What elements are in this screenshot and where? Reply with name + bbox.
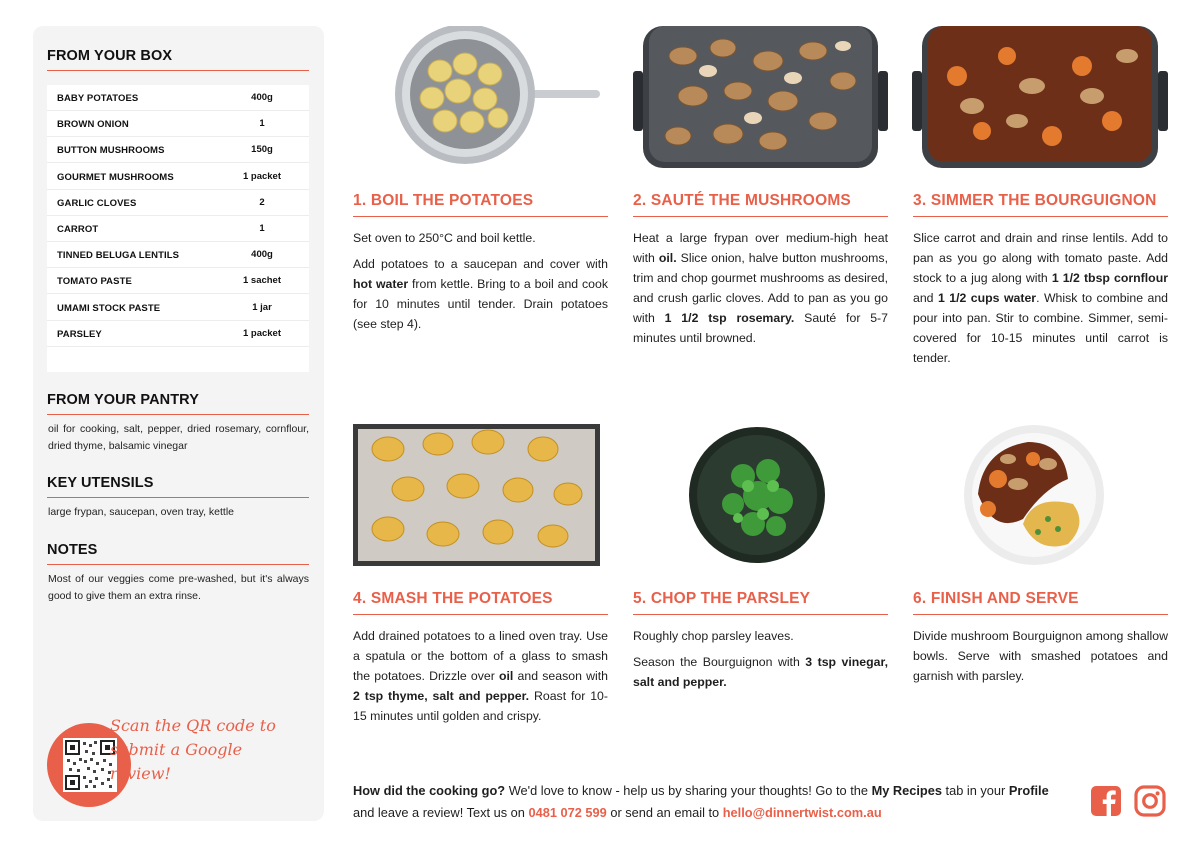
- utensils-text: large frypan, saucepan, oven tray, kettle: [48, 506, 234, 518]
- ingredient-quantity: 1: [259, 223, 265, 234]
- heading-rule: [47, 70, 309, 71]
- text-run: Add potatoes to a saucepan and cover with: [353, 257, 608, 271]
- bourguignon-pot-photo: [912, 26, 1168, 168]
- step-paragraph: [913, 228, 1168, 368]
- step-6-title: 6. FINISH AND SERVE: [913, 590, 1079, 607]
- text-run: and leave a review! Text us on: [353, 805, 529, 820]
- text-run: How did the cooking go?: [353, 783, 506, 798]
- text-run: Sauté for 5-7 minutes until browned.: [633, 311, 888, 345]
- step-3-body: [913, 228, 1168, 374]
- step-1-title: 1. BOIL THE POTATOES: [353, 192, 534, 209]
- text-run: . Whisk to combine and pour into pan. Stir to combine. Simmer, semi-covered for 10-15 minutes until carrot is tender.: [913, 291, 1169, 365]
- text-run: My Recipes: [871, 783, 942, 798]
- step-paragraph: [353, 626, 608, 726]
- text-run: 2 tsp thyme, salt and pepper.: [353, 689, 530, 703]
- text-run: Set oven to 250°C and boil kettle.: [353, 231, 536, 245]
- chopped-parsley-photo: [688, 426, 826, 564]
- text-run: oil: [498, 669, 514, 683]
- text-run: Heat a large frypan over medium-high heat with: [633, 231, 888, 265]
- text-run: 1 1/2 tbsp cornflour: [1051, 271, 1168, 285]
- text-run: 1 1/2 tsp rosemary.: [664, 311, 795, 325]
- text-run: Roast for 10-15 minutes until golden and crispy.: [353, 689, 608, 723]
- step-2-body: [633, 228, 888, 354]
- step-paragraph: [633, 228, 888, 348]
- facebook-icon[interactable]: [1090, 785, 1122, 817]
- ingredients-table: [47, 85, 309, 372]
- ingredient-quantity: 1 packet: [242, 170, 282, 182]
- boiled-potatoes-photo: [380, 26, 602, 168]
- notes-heading: NOTES: [47, 542, 98, 558]
- ingredient-row: [47, 295, 309, 321]
- step-4-body: [353, 626, 608, 732]
- step-2-title: 2. SAUTÉ THE MUSHROOMS: [633, 192, 851, 209]
- contact-link[interactable]: hello@dinnertwist.com.au: [722, 805, 882, 820]
- notes-text: Most of our veggies come pre-washed, but it's always good to give them an extra rinse.: [48, 573, 309, 602]
- ingredient-name: PARSLEY: [57, 328, 102, 340]
- ingredient-name: BROWN ONION: [57, 119, 129, 131]
- sidebar: [33, 26, 324, 821]
- step-5-title: 5. CHOP THE PARSLEY: [633, 590, 811, 607]
- text-run: or send an email to: [606, 805, 723, 820]
- ingredient-quantity: 400g: [251, 249, 273, 261]
- contact-link[interactable]: 0481 072 599: [528, 805, 607, 820]
- step-6-rule: [913, 614, 1168, 615]
- pantry-text: oil for cooking, salt, pepper, dried rosemary, cornflour, dried thyme, balsamic vinegar: [48, 423, 309, 452]
- ingredient-quantity: 1: [259, 118, 265, 130]
- step-1-rule: [353, 216, 608, 217]
- ingredient-row: [47, 268, 309, 294]
- step-paragraph: [353, 254, 608, 334]
- text-run: Add drained potatoes to a lined oven tray. Use a spatula or the bottom of a glass to smash the potatoes. Drizzle over: [353, 629, 608, 683]
- ingredient-name: BUTTON MUSHROOMS: [57, 145, 165, 157]
- feedback-footer: [353, 780, 1073, 824]
- from-your-box-heading: FROM YOUR BOX: [47, 48, 173, 64]
- text-run: Slice onion, halve button mushrooms, trim and chop gourmet mushrooms as desired, and crush garlic cloves. Add to pan as you go with: [633, 251, 888, 325]
- key-utensils-heading: KEY UTENSILS: [47, 475, 154, 491]
- text-run: Profile: [1008, 783, 1049, 798]
- from-your-pantry-heading: FROM YOUR PANTRY: [47, 392, 199, 408]
- ingredient-row: [47, 111, 309, 137]
- text-run: 1 1/2 cups water: [937, 291, 1037, 305]
- text-run: hot water: [353, 277, 409, 291]
- ingredient-name: CARROT: [57, 224, 99, 235]
- step-paragraph: [913, 626, 1168, 686]
- ingredient-row: [47, 85, 309, 111]
- ingredient-row: [47, 242, 309, 268]
- qr-review-text: Scan the QR code to submit a Google review!: [110, 716, 276, 783]
- ingredient-row: [47, 137, 309, 163]
- ingredient-quantity: 400g: [251, 92, 273, 103]
- ingredient-quantity: 1 packet: [242, 327, 282, 339]
- ingredient-name: TOMATO PASTE: [57, 276, 132, 288]
- step-1-body: [353, 228, 608, 340]
- ingredient-row: [47, 321, 309, 347]
- step-4-title: 4. SMASH THE POTATOES: [353, 590, 553, 607]
- text-run: Season the Bourguignon with: [633, 655, 806, 669]
- heading-rule: [47, 564, 309, 565]
- text-run: tab in your: [941, 783, 1009, 798]
- ingredient-quantity: 150g: [251, 144, 273, 156]
- ingredient-quantity: 2: [259, 196, 265, 208]
- ingredient-name: TINNED BELUGA LENTILS: [57, 250, 180, 262]
- text-run: and season with: [513, 669, 608, 683]
- step-6-body: [913, 626, 1168, 692]
- ingredient-name: BABY POTATOES: [57, 93, 139, 104]
- step-2-rule: [633, 216, 888, 217]
- ingredient-name: GARLIC CLOVES: [57, 197, 137, 209]
- ingredient-row: [47, 164, 309, 190]
- step-paragraph: [353, 228, 608, 248]
- step-3-rule: [913, 216, 1168, 217]
- step-5-rule: [633, 614, 888, 615]
- smashed-potatoes-tray-photo: [353, 424, 600, 566]
- ingredient-quantity: 1 jar: [252, 301, 272, 313]
- step-4-rule: [353, 614, 608, 615]
- sauteed-mushrooms-photo: [633, 26, 888, 168]
- text-run: Slice carrot and drain and rinse lentils. Add to pan as you go along with tomato paste. Add stock to a jug along with: [913, 231, 1168, 285]
- ingredient-name: UMAMI STOCK PASTE: [57, 302, 161, 314]
- instagram-icon[interactable]: [1134, 785, 1166, 817]
- step-paragraph: [633, 626, 888, 646]
- ingredient-name: GOURMET MUSHROOMS: [57, 171, 174, 183]
- qr-code[interactable]: [63, 738, 117, 792]
- step-3-title: 3. SIMMER THE BOURGUIGNON: [913, 192, 1157, 209]
- step-5-body: [633, 626, 888, 698]
- ingredient-quantity: 1 sachet: [242, 275, 282, 287]
- text-run: 3 tsp vinegar, salt and pepper.: [633, 655, 888, 689]
- text-run: and: [913, 291, 938, 305]
- ingredient-row: [47, 190, 309, 216]
- plated-bourguignon-photo: [963, 424, 1105, 566]
- ingredient-row: [47, 216, 309, 242]
- text-run: from kettle. Bring to a boil and cook for 10 minutes until tender. Drain potatoes (see step 4).: [353, 277, 608, 331]
- step-paragraph: [633, 652, 888, 692]
- heading-rule: [47, 414, 309, 415]
- heading-rule: [47, 497, 309, 498]
- text-run: Divide mushroom Bourguignon among shallow bowls. Serve with smashed potatoes and garnish with parsley.: [913, 629, 1168, 683]
- text-run: Roughly chop parsley leaves.: [633, 629, 794, 643]
- text-run: oil.: [658, 251, 677, 265]
- text-run: We'd love to know - help us by sharing your thoughts! Go to the: [505, 783, 872, 798]
